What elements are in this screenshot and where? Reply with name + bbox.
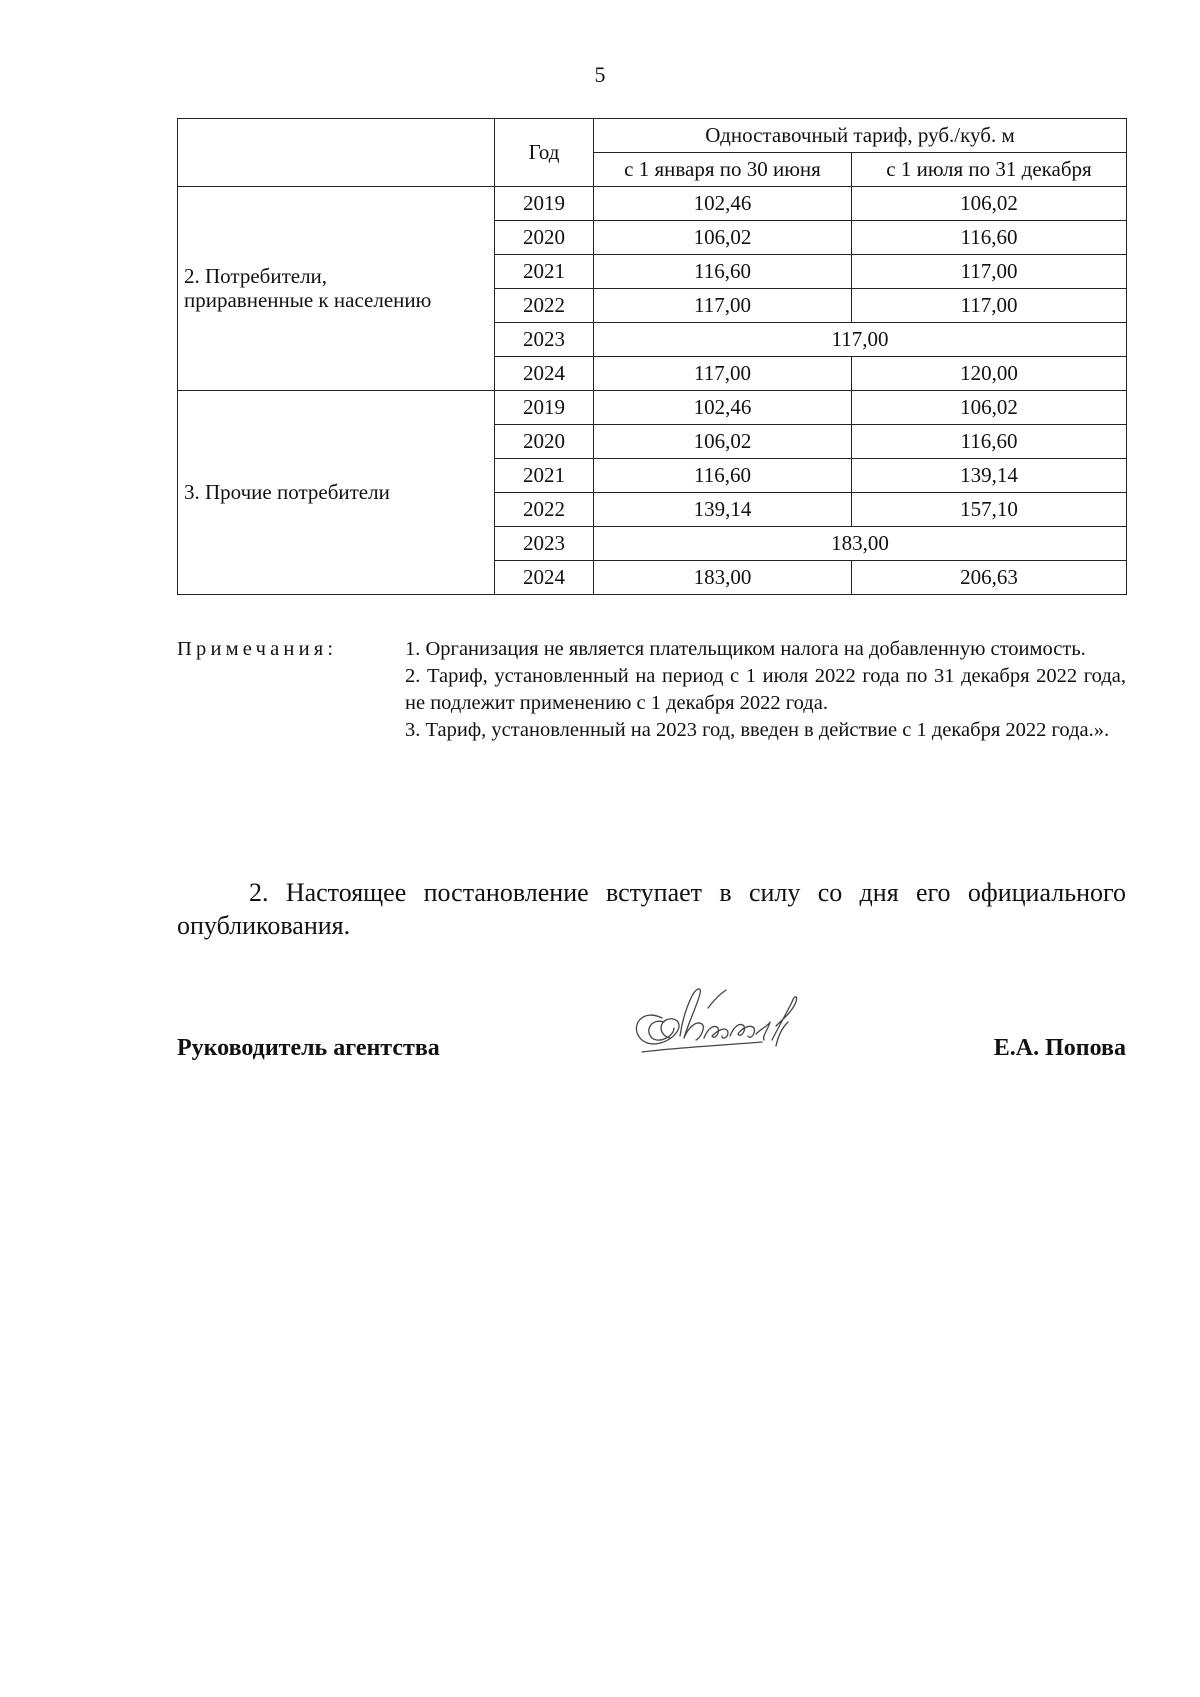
tariff-cell-half2: 116,60 bbox=[852, 425, 1127, 459]
tariff-cell-half2: 117,00 bbox=[852, 255, 1127, 289]
tariff-cell-half2: 139,14 bbox=[852, 459, 1127, 493]
tariff-cell-half1: 117,00 bbox=[594, 357, 852, 391]
tariff-cell-half1: 106,02 bbox=[594, 425, 852, 459]
tariff-cell-half1: 139,14 bbox=[594, 493, 852, 527]
signatory-name: Е.А. Попова bbox=[993, 1035, 1126, 1061]
tariff-table bbox=[177, 118, 1127, 595]
tariff-header: Одноставочный тариф, руб./куб. м bbox=[594, 119, 1127, 153]
tariff-cell-half2: 120,00 bbox=[852, 357, 1127, 391]
year-cell: 2020 bbox=[495, 221, 594, 255]
half2-header: с 1 июля по 31 декабря bbox=[852, 153, 1127, 187]
tariff-cell-half1: 106,02 bbox=[594, 221, 852, 255]
category-label: приравненные к населению bbox=[184, 287, 432, 312]
year-cell: 2023 bbox=[495, 527, 594, 561]
table-row bbox=[178, 187, 1127, 221]
year-cell: 2024 bbox=[495, 357, 594, 391]
year-cell: 2022 bbox=[495, 289, 594, 323]
year-cell: 2022 bbox=[495, 493, 594, 527]
year-cell: 2019 bbox=[495, 391, 594, 425]
year-cell: 2024 bbox=[495, 561, 594, 595]
category-header-cell bbox=[178, 119, 495, 187]
tariff-cell-merged: 117,00 bbox=[594, 323, 1127, 357]
handwritten-signature bbox=[622, 978, 817, 1068]
tariff-cell-half1: 117,00 bbox=[594, 289, 852, 323]
tariff-cell-half1: 102,46 bbox=[594, 187, 852, 221]
year-cell: 2020 bbox=[495, 425, 594, 459]
tariff-cell-half2: 206,63 bbox=[852, 561, 1127, 595]
tariff-cell-half2: 106,02 bbox=[852, 187, 1127, 221]
note-item: 1. Организация не является плательщиком налога на добавленную стоимость. bbox=[405, 638, 1086, 660]
year-cell: 2021 bbox=[495, 459, 594, 493]
notes-list bbox=[405, 636, 1126, 744]
tariff-cell-half1: 183,00 bbox=[594, 561, 852, 595]
effective-date-clause: 2. Настоящее постановление вступает в силу со дня его официального опубликования. bbox=[177, 878, 1126, 940]
page-number: 5 bbox=[594, 62, 606, 87]
year-header: Год bbox=[495, 119, 594, 187]
table-header-row bbox=[178, 119, 1127, 153]
tariff-cell-half2: 157,10 bbox=[852, 493, 1127, 527]
tariff-cell-half2: 117,00 bbox=[852, 289, 1127, 323]
tariff-cell-half2: 116,60 bbox=[852, 221, 1127, 255]
notes-label: Примечания: bbox=[177, 638, 338, 660]
category-cell bbox=[178, 391, 495, 595]
tariff-cell-merged: 183,00 bbox=[594, 527, 1127, 561]
category-label: 2. Потребители, bbox=[184, 264, 328, 289]
category-label: 3. Прочие потребители bbox=[184, 479, 390, 504]
tariff-cell-half1: 116,60 bbox=[594, 459, 852, 493]
year-cell: 2023 bbox=[495, 323, 594, 357]
tariff-cell-half1: 102,46 bbox=[594, 391, 852, 425]
year-cell: 2021 bbox=[495, 255, 594, 289]
tariff-cell-half2: 106,02 bbox=[852, 391, 1127, 425]
signatory-title: Руководитель агентства bbox=[177, 1035, 440, 1061]
category-cell bbox=[178, 187, 495, 391]
year-cell: 2019 bbox=[495, 187, 594, 221]
table-row bbox=[178, 391, 1127, 425]
half1-header: с 1 января по 30 июня bbox=[594, 153, 852, 187]
note-item: 2. Тариф, установленный на период с 1 июля 2022 года по 31 декабря 2022 года, не подлежит применению с 1 декабря 2022 года. bbox=[405, 665, 1126, 714]
note-item: 3. Тариф, установленный на 2023 год, введен в действие с 1 декабря 2022 года.». bbox=[405, 719, 1110, 741]
tariff-cell-half1: 116,60 bbox=[594, 255, 852, 289]
